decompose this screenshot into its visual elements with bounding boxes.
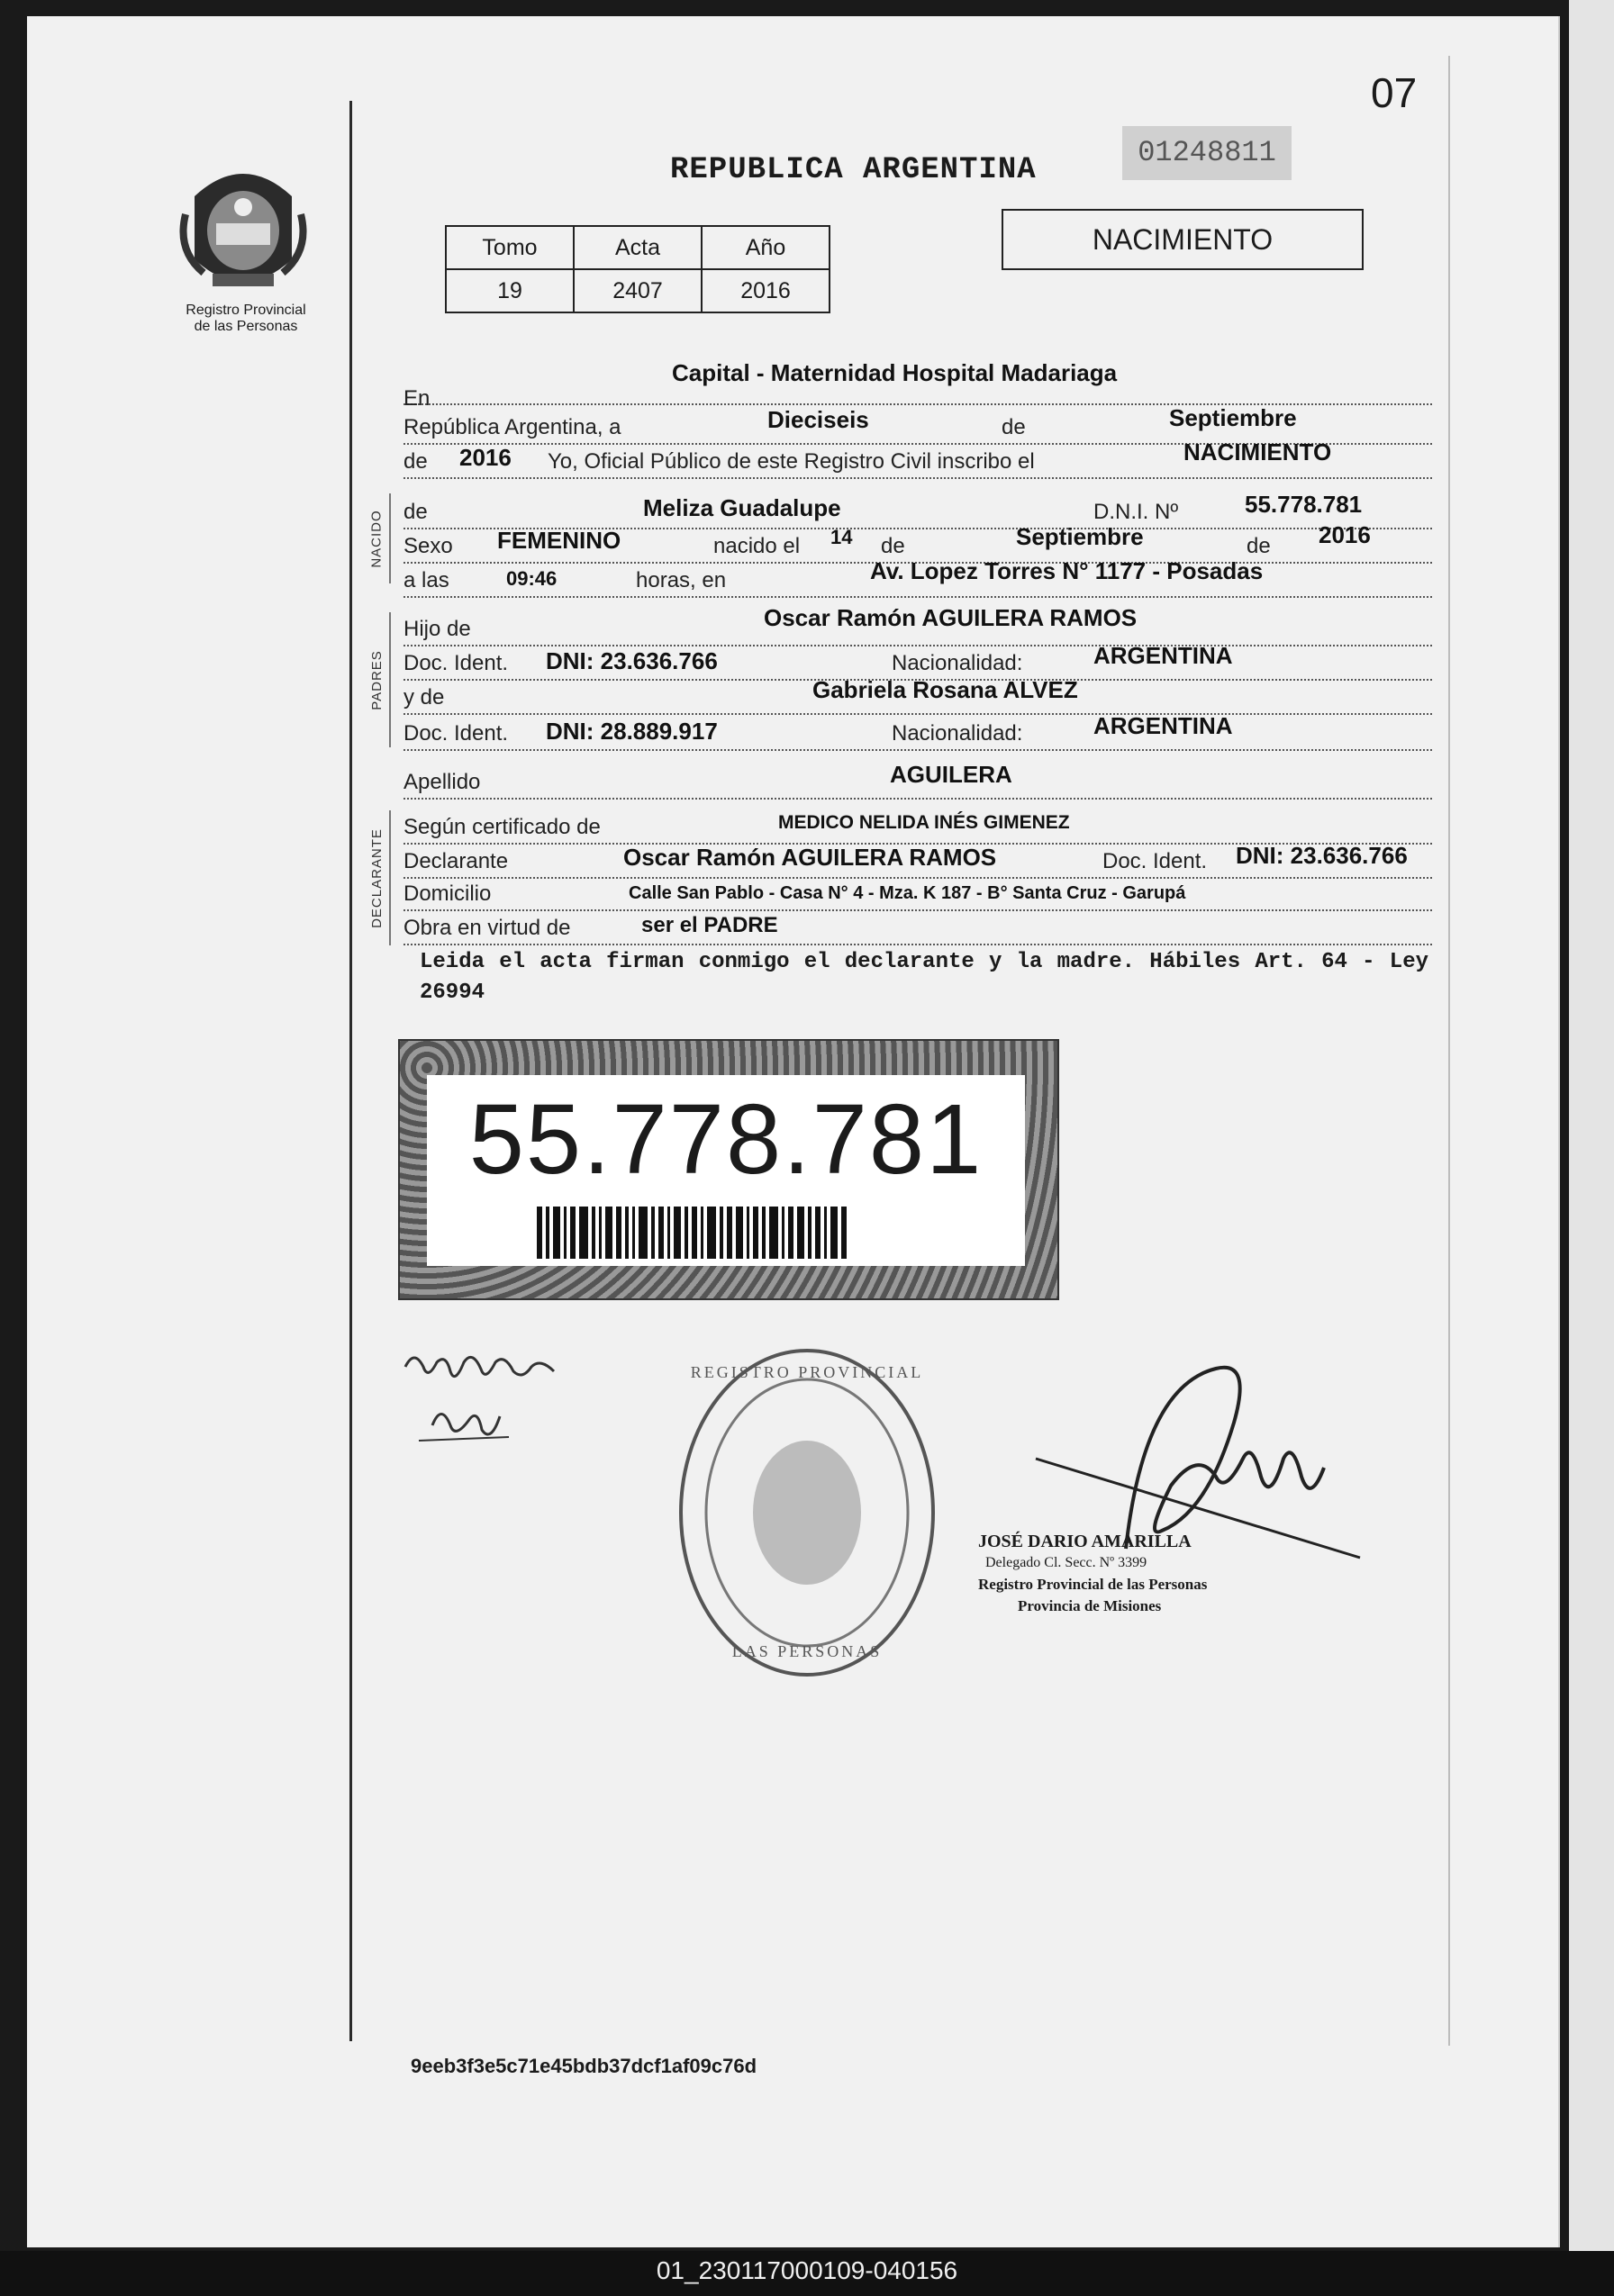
row-apellido	[404, 762, 1432, 800]
table-header: Año	[702, 226, 830, 269]
official-name: JOSÉ DARIO AMARILLA	[978, 1532, 1192, 1551]
doc-ident-label-2: Doc. Ident.	[404, 721, 509, 746]
dni-sticker	[398, 1039, 1059, 1300]
sexo-label: Sexo	[404, 534, 453, 558]
row-mother	[404, 677, 1432, 715]
mother-nationality: ARGENTINA	[1093, 712, 1233, 739]
barcode	[537, 1207, 915, 1259]
row-certificado	[404, 807, 1432, 845]
left-margin-rule	[349, 101, 352, 2041]
record-type-box: NACIMIENTO	[1002, 209, 1364, 270]
dni-sticker-panel	[427, 1075, 1025, 1266]
declarante-label: Declarante	[404, 849, 509, 873]
de-label-4: de	[881, 534, 905, 558]
domicilio-label: Domicilio	[404, 881, 492, 906]
provincial-emblem-logo	[177, 160, 310, 295]
footer-file-code: 01_230117000109-040156	[656, 2256, 958, 2284]
table-cell: 19	[446, 269, 574, 312]
logo-caption	[151, 303, 340, 335]
row-mother-doc	[404, 713, 1432, 751]
nacionalidad-label-2: Nacionalidad:	[892, 721, 1023, 746]
hijo-de-label: Hijo de	[404, 617, 471, 641]
nacido-el-label: nacido el	[713, 534, 801, 558]
dni-label: D.N.I. Nº	[1093, 500, 1179, 524]
register-table-header-row	[446, 226, 830, 269]
handwritten-signature-aguilera	[396, 1340, 576, 1475]
father-doc: DNI: 23.636.766	[546, 647, 718, 674]
row-obra	[404, 908, 1432, 945]
place-value: Capital - Maternidad Hospital Madariaga	[672, 359, 1118, 386]
official-org: Registro Provincial de las Personas	[978, 1576, 1208, 1593]
domicilio-value: Calle San Pablo - Casa N° 4 - Mza. K 187 - B° Santa Cruz - Garupá	[629, 883, 1186, 903]
birth-day: 14	[830, 526, 853, 548]
de-label: de	[1002, 415, 1026, 439]
declarante-doc: DNI: 23.636.766	[1236, 842, 1408, 869]
de-label-2: de	[404, 449, 428, 474]
father-name: Oscar Ramón AGUILERA RAMOS	[764, 604, 1138, 631]
inscribe-type-value: NACIMIENTO	[1183, 438, 1332, 466]
padres-section-label: PADRES	[368, 649, 385, 710]
table-cell: 2407	[574, 269, 702, 312]
apellido-label: Apellido	[404, 770, 481, 794]
declarante-section-label: DECLARANTE	[368, 827, 385, 928]
mother-doc: DNI: 28.889.917	[546, 718, 718, 745]
en-label: En	[404, 386, 431, 411]
doc-ident-label: Doc. Ident.	[404, 651, 509, 675]
doc-ident-label-3: Doc. Ident.	[1102, 849, 1208, 873]
certificado-label: Según certificado de	[404, 815, 601, 839]
closing-statement: Leida el acta firman conmigo el declarante y la madre. Hábiles Art. 64 - Ley 26994	[420, 950, 1428, 1005]
svg-text:LAS PERSONAS: LAS PERSONAS	[731, 1642, 883, 1660]
day-value: Dieciseis	[767, 406, 869, 433]
svg-text:REGISTRO PROVINCIAL: REGISTRO PROVINCIAL	[690, 1363, 924, 1381]
row-father	[404, 604, 1432, 646]
birth-location: Av. Lopez Torres N° 1177 - Posadas	[870, 557, 1264, 584]
mother-name: Gabriela Rosana ALVEZ	[812, 676, 1078, 703]
row-oficial	[404, 438, 1432, 479]
birth-time: 09:46	[506, 567, 558, 590]
republica-label: República Argentina, a	[404, 415, 621, 439]
a-las-label: a las	[404, 568, 449, 592]
official-prov: Provincia de Misiones	[1018, 1597, 1162, 1614]
de-label-5: de	[1247, 534, 1271, 558]
nacido-section-label: NACIDO	[368, 509, 385, 568]
official-signature-block	[978, 1531, 1207, 1617]
y-de-label: y de	[404, 685, 445, 710]
father-nationality: ARGENTINA	[1093, 642, 1233, 669]
certificado-value: MEDICO NELIDA INÉS GIMENEZ	[778, 812, 1070, 833]
sexo-value: FEMENINO	[497, 527, 621, 554]
document-hash: 9eeb3f3e5c71e45bdb37dcf1af09c76d	[411, 2055, 757, 2077]
register-table	[445, 225, 830, 313]
official-role: Delegado Cl. Secc. Nº 3399	[985, 1555, 1147, 1570]
row-name	[404, 492, 1432, 529]
page-number: 07	[1371, 69, 1418, 116]
logo-caption-line2: de las Personas	[194, 319, 298, 334]
official-stamp	[672, 1342, 942, 1684]
apellido-value: AGUILERA	[890, 761, 1012, 788]
birth-month: Septiembre	[1016, 523, 1144, 550]
table-header: Acta	[574, 226, 702, 269]
oficial-text: Yo, Oficial Público de este Registro Civil inscribo el	[548, 449, 1035, 474]
child-dni: 55.778.781	[1245, 491, 1363, 518]
dni-sticker-number: 55.778.781	[468, 1084, 984, 1195]
month-value: Septiembre	[1169, 404, 1297, 431]
year-value: 2016	[459, 444, 512, 471]
document-title: REPUBLICA ARGENTINA	[670, 153, 1037, 187]
obra-label: Obra en virtud de	[404, 916, 571, 940]
right-margin-rule	[1448, 56, 1450, 2046]
child-name: Meliza Guadalupe	[643, 494, 841, 521]
de-label-3: de	[404, 500, 428, 524]
table-header: Tomo	[446, 226, 574, 269]
table-cell: 2016	[702, 269, 830, 312]
nacionalidad-label: Nacionalidad:	[892, 651, 1023, 675]
horas-label: horas, en	[636, 568, 727, 592]
row-time	[404, 557, 1432, 598]
logo-caption-line1: Registro Provincial	[186, 303, 306, 318]
register-table-value-row	[446, 269, 830, 312]
serial-number: 01248811	[1122, 126, 1292, 180]
row-father-doc	[404, 643, 1432, 681]
birth-year: 2016	[1319, 521, 1371, 548]
row-domicilio	[404, 873, 1432, 911]
background-sheet	[1569, 0, 1614, 2251]
declarante-name: Oscar Ramón AGUILERA RAMOS	[623, 844, 997, 871]
obra-value: ser el PADRE	[641, 913, 778, 937]
